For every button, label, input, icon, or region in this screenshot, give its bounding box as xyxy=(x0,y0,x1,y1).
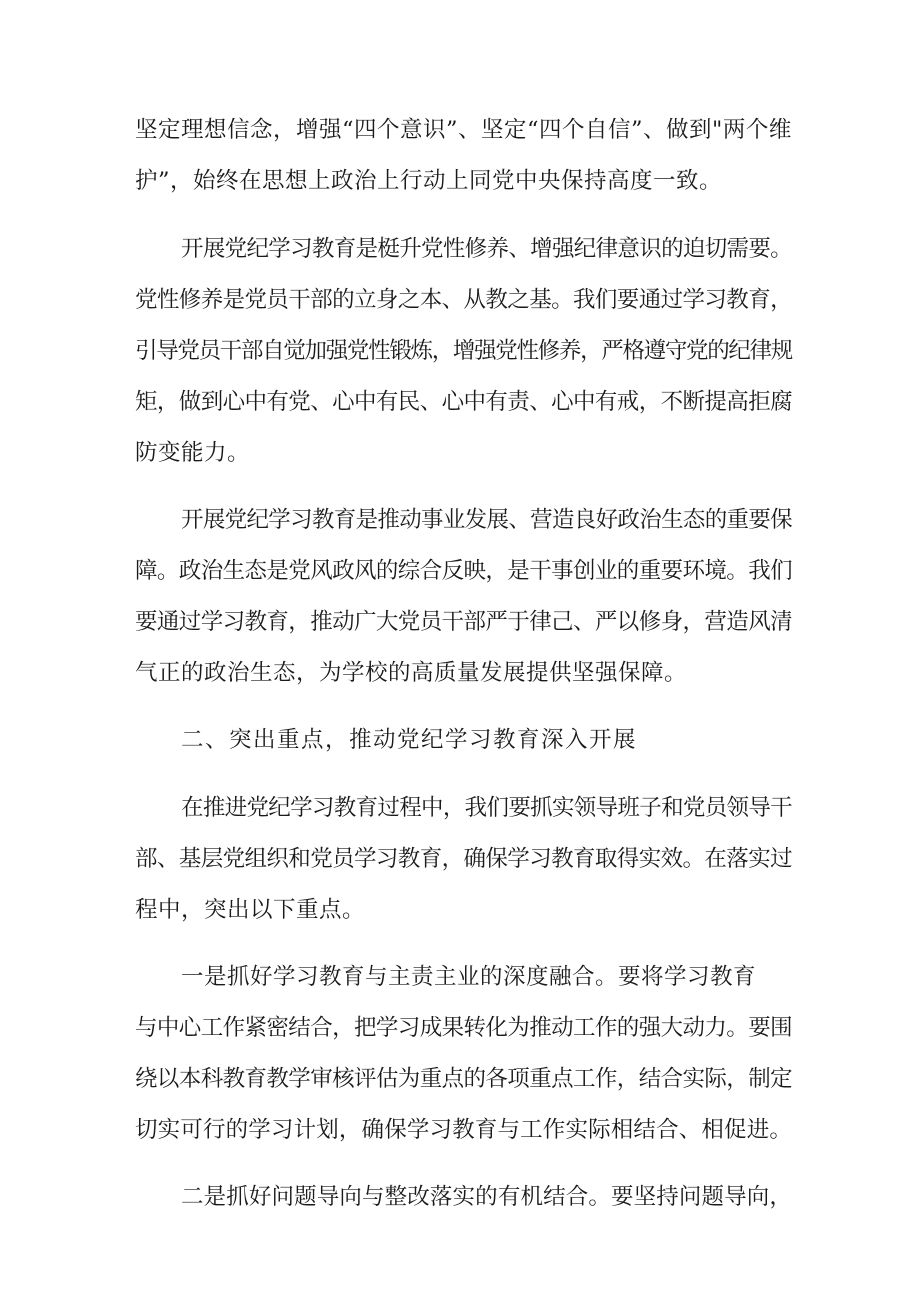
text-line: 矩，做到心中有党、心中有民、心中有责、心中有戒，不断提高拒腐 xyxy=(135,389,793,415)
text-line: 在推进党纪学习教育过程中，我们要抓实领导班子和党员领导干 xyxy=(181,795,793,821)
text-line: 护”，始终在思想上政治上行动上同党中央保持高度一致。 xyxy=(135,168,723,194)
text-line: 绕以本科教育教学审核评估为重点的各项重点工作，结合实际，制定 xyxy=(135,1066,793,1092)
text-line: 气正的政治生态，为学校的高质量发展提供坚强保障。 xyxy=(135,660,688,686)
text-line: 引导党员干部自觉加强党性锻炼，增强党性修养，严格遵守党的纪律规 xyxy=(135,338,793,364)
text-line: 党性修养是党员干部的立身之本、从教之基。我们要通过学习教育， xyxy=(135,287,793,313)
text-line: 防变能力。 xyxy=(135,440,251,466)
section-heading: 二、突出重点，推动党纪学习教育深入开展 xyxy=(181,727,638,753)
text-line: 切实可行的学习计划，确保学习教育与工作实际相结合、相促进。 xyxy=(135,1117,793,1143)
text-line: 障。政治生态是党风政风的综合反映，是干事创业的重要环境。我们 xyxy=(135,558,793,584)
text-line: 开展党纪学习教育是推动事业发展、营造良好政治生态的重要保 xyxy=(181,507,793,533)
text-line: 坚定理想信念，增强“四个意识”、坚定“四个自信”、做到"两个维 xyxy=(135,117,792,143)
text-line: 一是抓好学习教育与主责主业的深度融合。要将学习教育 xyxy=(181,964,757,990)
text-line: 与中心工作紧密结合，把学习成果转化为推动工作的强大动力。要围 xyxy=(135,1015,793,1041)
text-line: 部、基层党组织和党员学习教育，确保学习教育取得实效。在落实过 xyxy=(135,846,793,872)
text-line: 开展党纪学习教育是梃升党性修养、增强纪律意识的迫切需要。 xyxy=(181,236,793,262)
text-line: 二是抓好问题导向与整改落实的有机结合。要坚持问题导向， xyxy=(181,1184,793,1210)
text-line: 程中，突出以下重点。 xyxy=(135,897,366,923)
text-line: 要通过学习教育，推动广大党员干部严于律己、严以修身，营造风清 xyxy=(135,609,793,635)
